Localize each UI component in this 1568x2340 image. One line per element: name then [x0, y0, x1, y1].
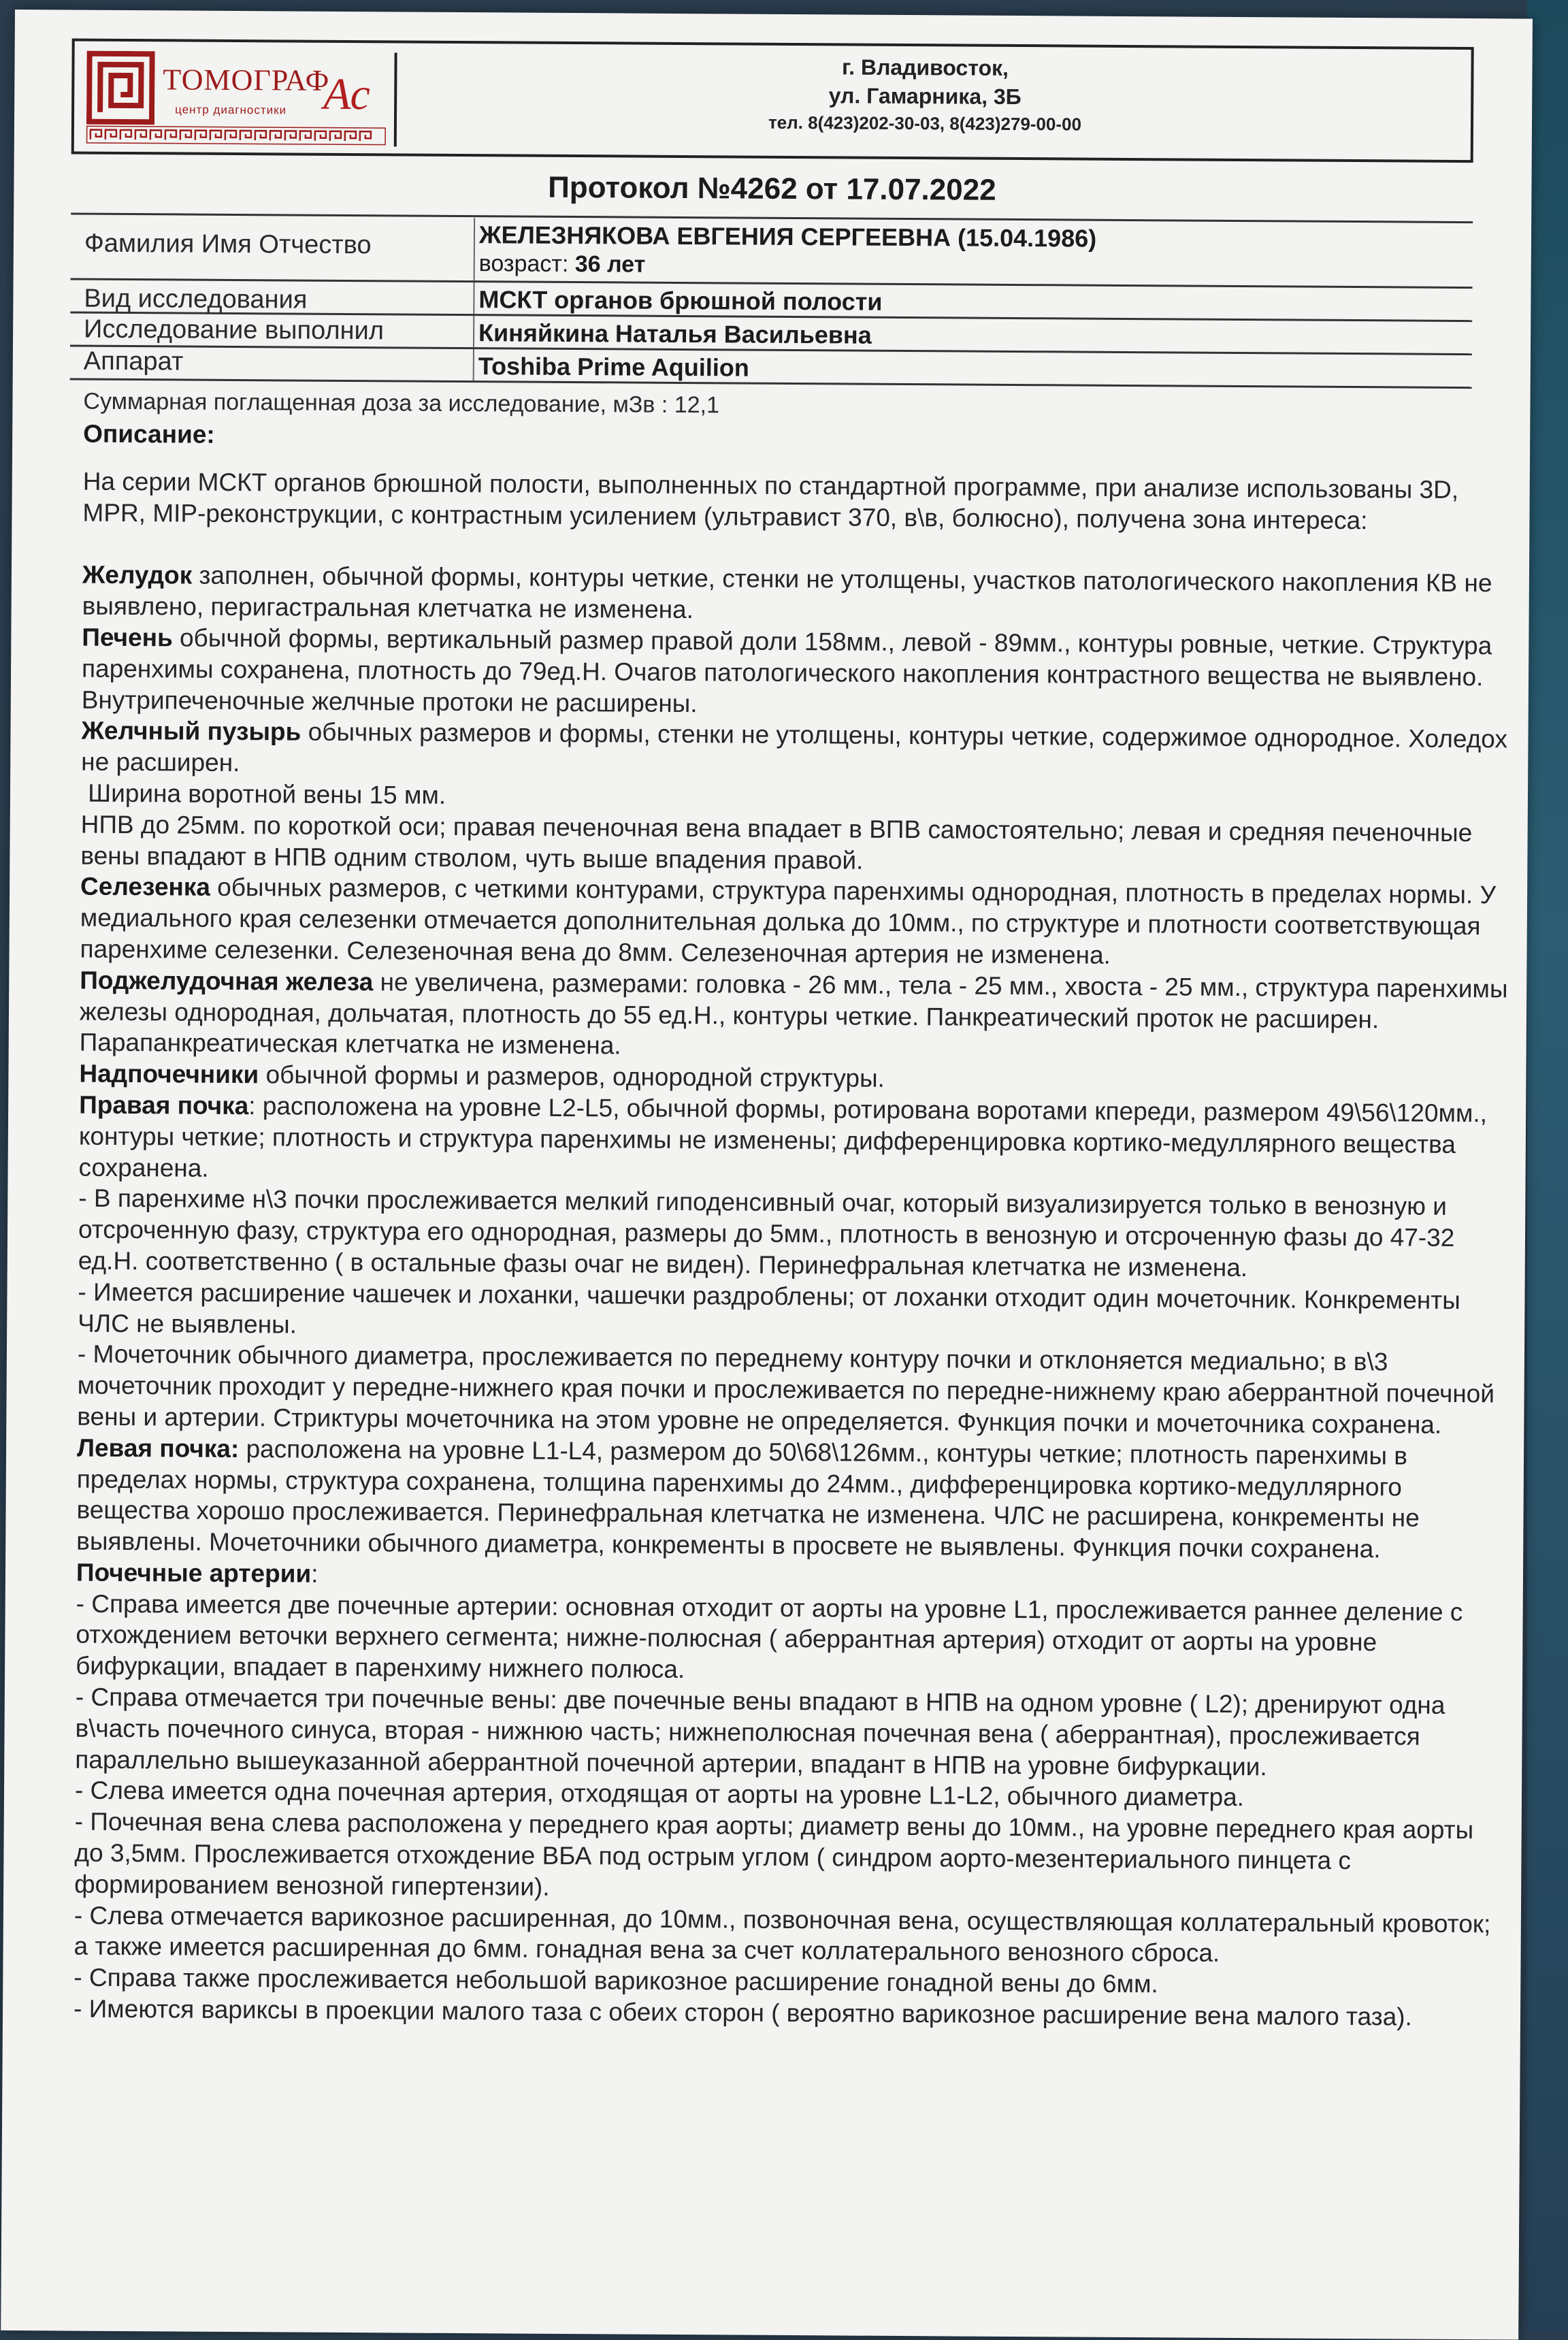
spleen-text: обычных размеров, с четкими контурами, структура паренхимы однородная, плотность в пределах нормы. У медиального края селезенки отмечается дополнительная долька до 10мм., по структуре и плотности соответствующая паренхиме селезенки. Селезеночная вена до 8мм. Селезеночная артерия не изменена.: [80, 873, 1497, 969]
gallbladder-text: обычных размеров и формы, стенки не утолщены, контуры четкие, содержимое однородное. Холедох не расширен.: [81, 717, 1508, 777]
performer-value: Киняйкина Наталья Васильевна: [478, 319, 872, 349]
age-line: [479, 250, 646, 278]
address-phone: тел. 8(423)202-30-03, 8(423)279-00-00: [768, 112, 1082, 135]
renal-item-7: - Имеются варикcы в проекции малого таза с обеих сторон ( вероятно варикозное расширение вена малого таза).: [73, 1994, 1412, 2031]
right-kidney-text: : расположена на уровне L2-L5, обычной формы, ротирована воротами кпереди, размером 49\56\120мм., контуры четкие; плотность и структура паренхимы не изменены; дифференцировка кортико-медуллярного вещества сохранена.: [78, 1092, 1488, 1182]
left-kidney-heading: Левая почка:: [76, 1433, 240, 1463]
renal-item-3: - Слева имеется одна почечная артерия, отходящая от аорты на уровне L1-L2, обычного диаметра.: [74, 1776, 1245, 1812]
pancreas-text: не увеличена, размерами: головка - 26 мм., тела - 25 мм., хвоста - 25 мм., структура паренхимы железы однородная, дольчатая, плотность до 55 ед.Н., контуры четкие. Панкреатический проток не расширен. Парапанкреатическая клетчатка не изменена.: [79, 967, 1508, 1060]
column-divider: [473, 316, 474, 347]
renal-arteries-heading: Почечные артерии: [76, 1558, 312, 1588]
address-street: ул. Гамарника, 3Б: [828, 83, 1022, 110]
adrenal-text: обычной формы и размеров, однородной структуры.: [259, 1060, 885, 1092]
renal-arteries-colon: :: [311, 1559, 318, 1588]
right-kidney-item-3: - Мочеточник обычного диаметра, прослеживается по переднему контуру почки и отклоняется медиально; в в\3 мочеточник проходит у передне-нижнего края почки и прослеживается по передне-нижнему краю аберрантной почечной вены и артерии. Стриктуры мочеточника на этом уровне не определяется. Функция почки и мочеточника сохранена.: [77, 1339, 1495, 1439]
intro-paragraph: На серии МСКТ органов брюшной полости, выполненных по стандартной программе, при анализе использованы 3D, MPR, MIP-реконструкции, с контрастным усилением (ультравист 370, в\в, болюсно), получена зона интереса:: [82, 467, 1459, 534]
right-kidney-heading: Правая почка: [79, 1090, 249, 1120]
column-divider: [473, 349, 474, 380]
liver-paragraph: [82, 622, 1512, 724]
performer-label: Исследование выполнил: [84, 314, 385, 346]
logo-suffix: Ас: [323, 69, 371, 120]
renal-item-4: - Почечная вена слева расположена у переднего края аорты; диаметр вены до 10мм., на уровне переднего края аорты до 3,5мм. Прослеживается отхождение ВБА под острым углом ( синдром аорто-мезентериального пинцета с формированием венозной гипертензии).: [74, 1807, 1474, 1901]
gallbladder-paragraph: [81, 715, 1511, 786]
greek-key-border-icon: [86, 126, 386, 146]
patient-value: ЖЕЛЕЗНЯКОВА ЕВГЕНИЯ СЕРГЕЕВНА (15.04.1986): [478, 221, 1097, 253]
gallbladder-heading: Желчный пузырь: [81, 716, 301, 746]
left-kidney-text: расположена на уровне L1-L4, размером до 50\68\126мм., контуры четкие; плотность паренхимы в пределах нормы, структура сохранена, толщина паренхимы до 24мм., дифференцировка кортико-медуллярного вещества хорошо прослеживается. Перинефральная клетчатка не изменена. ЧЛС не расширена, конкременты не выявлены. Мочеточники обычного диаметра, конкременты в просвете не выявлены. Функция почки сохранена.: [76, 1434, 1420, 1563]
left-kidney-paragraph: [76, 1432, 1506, 1565]
age-label: возраст:: [478, 250, 569, 277]
spleen-paragraph: [80, 871, 1509, 973]
ivc-paragraph: НПВ до 25мм. по короткой оси; правая печеночная вена впадает в ВПВ самостоятельно; левая и средняя печеночные вены впадают в НПВ одним стволом, чуть выше впадения правой.: [80, 810, 1473, 875]
study-value: МСКТ органов брюшной полости: [478, 285, 883, 316]
protocol-title: Протокол №4262 от 17.07.2022: [548, 170, 996, 207]
radiation-dose: Суммарная поглащенная доза за исследование, мЗв : 12,1: [83, 388, 720, 419]
pancreas-heading: Поджелудочная железа: [80, 966, 374, 996]
device-label: Аппарат: [83, 346, 184, 376]
address-city: г. Владивосток,: [841, 54, 1009, 80]
description-body: [74, 419, 1512, 2034]
column-divider: [473, 282, 474, 314]
right-kidney-item-2: - Имеется расширение чашечек и лоханки, чашечки раздроблены; от лоханки отходит один мочеточник. Конкременты ЧЛС не выявлены.: [78, 1278, 1460, 1339]
liver-text: обычной формы, вертикальный размер правой доли 158мм., левой - 89мм., контуры ровные, четкие. Структура паренхимы сохранена, плотность до 79ед.Н. Очагов патологического накопления контрастного вещества не выявлено. Внутрипеченочные желчные протоки не расширены.: [81, 623, 1492, 717]
clinic-address: [401, 50, 1450, 139]
stomach-heading: Желудок: [82, 561, 193, 589]
age-value: 36 лет: [574, 251, 646, 278]
adrenal-heading: Надпочечники: [79, 1059, 259, 1089]
right-kidney-paragraph: [78, 1090, 1508, 1192]
logo-name: ТОМОГРАФ: [163, 63, 330, 97]
portal-vein-paragraph: Ширина воротной вены 15 мм.: [80, 779, 446, 809]
renal-item-1: - Справа имеется две почечные артерии: основная отходит от аорты на уровне L1, прослеживается раннее деление с отхождением веточки верхнего сегмента; нижне-полюсная ( аберрантная артерия) отходит от аорты на уровне бифуркации, впадает в паренхиму нижнего полюса.: [76, 1589, 1463, 1684]
clinic-logo: [86, 51, 397, 147]
renal-item-2: - Справа отмечается три почечные вены: две почечные вены впадают в НПВ на одном уровне ( L2); дренируют одна в\часть почечного синуса, вторая - нижнюю часть; нижнеполюсная почечная вена ( аберрантная), прослеживается параллельно вышеуказанной аберрантной почечной артерии, впадант в НПВ на уровне бифуркации.: [75, 1683, 1446, 1781]
spleen-heading: Селезенка: [80, 872, 211, 902]
document-page: [1, 10, 1533, 2340]
description-heading: Описание:: [83, 419, 215, 449]
background-fabric: [1527, 0, 1568, 2330]
study-label: Вид исследования: [84, 284, 308, 314]
device-value: Toshiba Prime Aquilion: [478, 352, 749, 382]
right-kidney-item-1: - В паренхиме н\3 почки прослеживается мелкий гиподенсивный очаг, который визуализируется только в венозную и отсроченную фазу, структура его однородная, размеры до 5мм., плотность в венозную и отсроченную фазы до 47-32 ед.Н. соответственно ( в остальные фазы очаг не виден). Перинефральная клетчатка не изменена.: [78, 1184, 1455, 1282]
renal-item-6: - Справа также прослеживается небольшой варикозное расширение гонадной вены до 6мм.: [74, 1963, 1158, 1998]
logo-subtitle: центр диагностики: [175, 103, 287, 117]
stomach-paragraph: [82, 559, 1512, 630]
pancreas-paragraph: [80, 964, 1509, 1067]
renal-item-5: - Слева отмечается варикозное расширенная, до 10мм., позвоночная вена, осуществляющая коллатеральный кровоток; а также имеется расширенная до 6мм. гонадная вена за счет коллатерального венозного сброса.: [74, 1901, 1491, 1968]
letterhead: [71, 39, 1474, 163]
patient-info-table: [70, 216, 1473, 389]
patient-label: Фамилия Имя Отчество: [84, 229, 372, 260]
info-row-patient: [71, 216, 1473, 289]
stomach-text: заполнен, обычной формы, контуры четкие, стенки не утолщены, участков патологического накопления КВ не выявлено, перигастральная клетчатка не изменена.: [82, 561, 1492, 624]
meander-logo-icon: [86, 51, 155, 128]
column-divider: [474, 218, 476, 280]
liver-heading: Печень: [82, 623, 173, 652]
